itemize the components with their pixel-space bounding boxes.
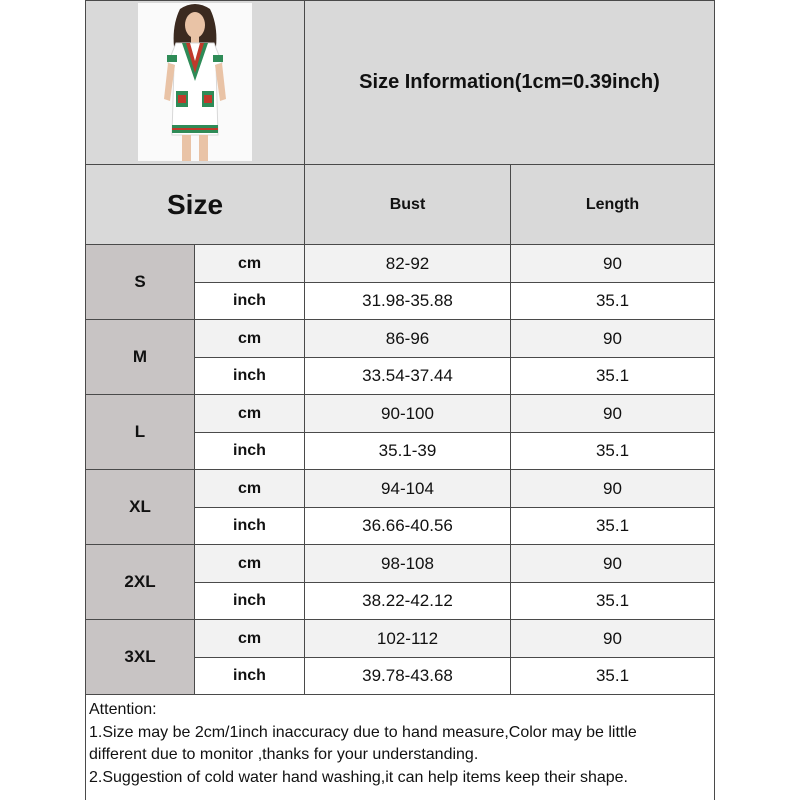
- length-value: 90: [603, 553, 622, 573]
- size-cell: [85, 394, 195, 470]
- notes-line: 2.Suggestion of cold water hand washing,it can help items keep their shape.: [89, 768, 628, 786]
- size-label: L: [134, 422, 146, 441]
- bust-value: 86-96: [385, 328, 430, 348]
- unit-label: inch: [233, 517, 266, 534]
- unit-label: inch: [233, 442, 266, 459]
- title-cell: [304, 0, 715, 165]
- size-label: XL: [129, 497, 151, 516]
- length-cell: [510, 357, 715, 395]
- unit-cell: [194, 657, 305, 695]
- bust-cell: [304, 394, 511, 433]
- unit-label: cm: [237, 554, 262, 572]
- unit-label: inch: [233, 367, 266, 384]
- unit-cell: [194, 244, 305, 283]
- unit-cell: [194, 582, 305, 620]
- unit-cell: [194, 319, 305, 358]
- unit-cell: [194, 619, 305, 658]
- unit-label: cm: [237, 404, 262, 422]
- bust-value: 35.1-39: [378, 441, 437, 460]
- unit-cell: [194, 394, 305, 433]
- length-value: 90: [603, 253, 622, 273]
- size-cell: [85, 319, 195, 395]
- size-label: 2XL: [124, 572, 156, 591]
- bust-cell: [304, 507, 511, 545]
- length-value: 90: [603, 328, 622, 348]
- bust-cell: [304, 469, 511, 508]
- bust-value: 90-100: [381, 403, 434, 423]
- bust-value: 31.98-35.88: [362, 291, 453, 310]
- length-cell: [510, 432, 715, 470]
- length-cell: [510, 619, 715, 658]
- unit-label: cm: [237, 629, 262, 647]
- unit-cell: [194, 357, 305, 395]
- length-cell: [510, 244, 715, 283]
- bust-header: Bust: [389, 195, 426, 213]
- length-value: 90: [603, 628, 622, 648]
- bust-cell: [304, 582, 511, 620]
- unit-cell: [194, 469, 305, 508]
- size-label: 3XL: [124, 647, 156, 666]
- bust-value: 33.54-37.44: [362, 366, 453, 385]
- unit-cell: [194, 544, 305, 583]
- bust-cell: [304, 357, 511, 395]
- unit-label: inch: [233, 667, 266, 684]
- notes-heading: Attention:: [89, 701, 157, 718]
- length-value: 35.1: [595, 516, 630, 535]
- bust-value: 94-104: [381, 478, 434, 498]
- size-cell: [85, 619, 195, 695]
- bust-cell: [304, 319, 511, 358]
- bust-cell: [304, 282, 511, 320]
- size-label: S: [134, 272, 146, 291]
- unit-cell: [194, 282, 305, 320]
- length-header-cell: [510, 164, 715, 245]
- size-cell: [85, 469, 195, 545]
- length-cell: [510, 319, 715, 358]
- product-photo: [138, 3, 252, 161]
- bust-value: 39.78-43.68: [362, 666, 453, 685]
- notes-line: different due to monitor ,thanks for your understanding.: [89, 746, 479, 763]
- size-chart: [85, 0, 715, 800]
- bust-value: 82-92: [385, 253, 430, 273]
- length-value: 35.1: [595, 666, 630, 685]
- bust-value: 98-108: [381, 553, 434, 573]
- unit-cell: [194, 507, 305, 545]
- length-cell: [510, 507, 715, 545]
- length-cell: [510, 544, 715, 583]
- size-header-cell: [85, 164, 305, 245]
- unit-label: inch: [233, 292, 266, 309]
- length-value: 35.1: [595, 291, 630, 310]
- length-value: 35.1: [595, 441, 630, 460]
- bust-cell: [304, 619, 511, 658]
- bust-cell: [304, 432, 511, 470]
- size-label: M: [132, 347, 148, 366]
- unit-cell: [194, 432, 305, 470]
- size-header: Size: [166, 188, 224, 220]
- bust-value: 102-112: [376, 628, 439, 648]
- attention-notes: [85, 694, 715, 800]
- notes-line: 1.Size may be 2cm/1inch inaccuracy due to hand measure,Color may be little: [89, 723, 637, 741]
- bust-cell: [304, 544, 511, 583]
- bust-value: 36.66-40.56: [362, 516, 453, 535]
- unit-label: cm: [237, 329, 262, 347]
- length-cell: [510, 469, 715, 508]
- length-value: 90: [603, 403, 622, 423]
- bust-header-cell: [304, 164, 511, 245]
- unit-label: inch: [233, 592, 266, 609]
- length-cell: [510, 282, 715, 320]
- unit-label: cm: [237, 479, 262, 497]
- bust-value: 38.22-42.12: [362, 591, 453, 610]
- page-title: Size Information(1cm=0.39inch): [359, 71, 660, 93]
- length-cell: [510, 657, 715, 695]
- length-cell: [510, 394, 715, 433]
- length-value: 35.1: [595, 591, 630, 610]
- unit-label: cm: [237, 254, 262, 272]
- dress-model-illustration: [138, 3, 252, 161]
- length-value: 90: [603, 478, 622, 498]
- product-photo-cell: [85, 0, 305, 165]
- size-cell: [85, 244, 195, 320]
- length-value: 35.1: [595, 366, 630, 385]
- length-cell: [510, 582, 715, 620]
- size-cell: [85, 544, 195, 620]
- bust-cell: [304, 244, 511, 283]
- length-header: Length: [585, 195, 640, 213]
- bust-cell: [304, 657, 511, 695]
